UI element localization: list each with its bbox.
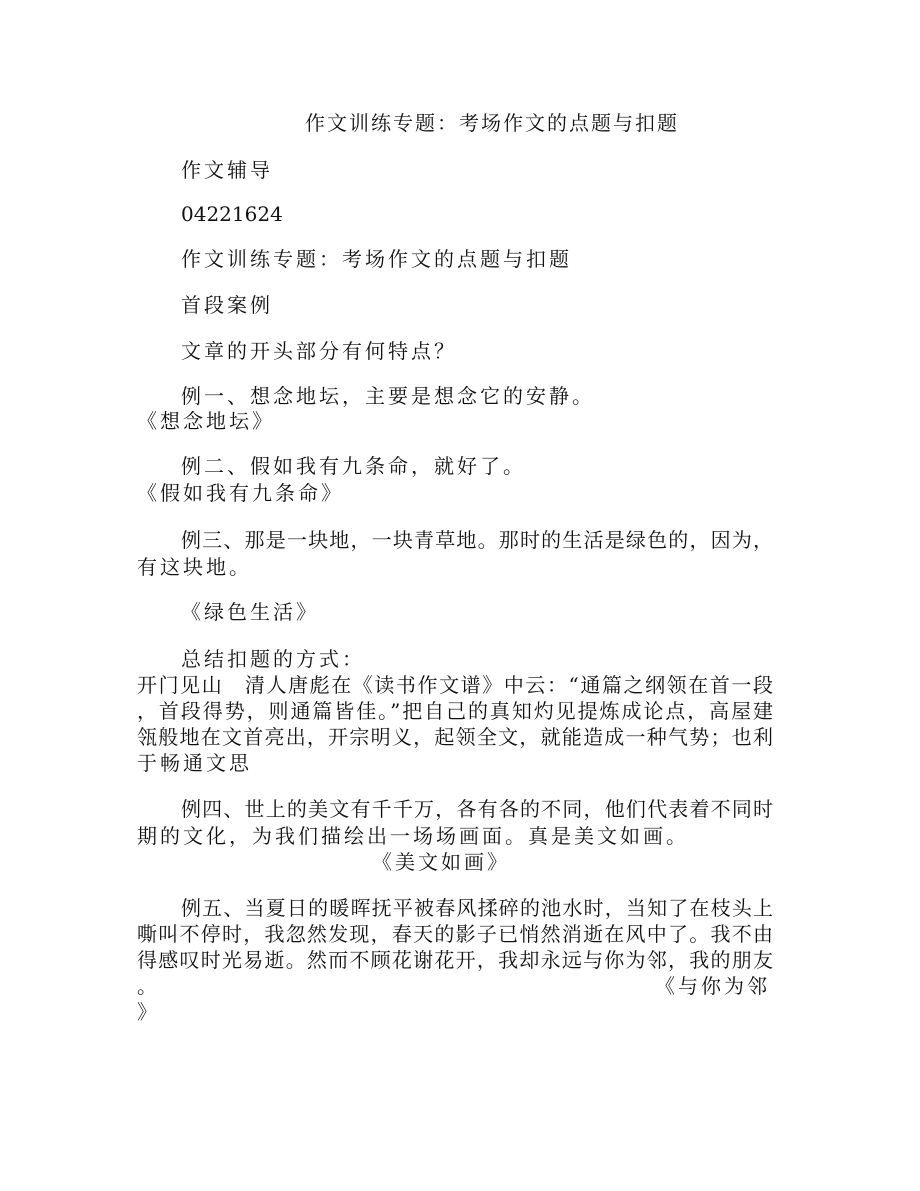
example-2: 例二、假如我有九条命，就好了。 (181, 454, 526, 478)
section-heading: 首段案例 (181, 293, 273, 317)
document-title: 作文训练专题：考场作文的点题与扣题 (305, 111, 679, 135)
summary-line: 于畅通文思 (137, 751, 252, 775)
summary-heading: 总结扣题的方式： (181, 647, 365, 671)
category-label: 作文辅导 (181, 158, 273, 182)
example-2-source: 《假如我有九条命》 (137, 481, 344, 505)
example-5-line: 例五、当夏日的暖晖抚平被春风揉碎的池水时，当知了在枝头上 (181, 896, 773, 920)
question: 文章的开头部分有何特点？ (181, 339, 457, 363)
summary-line: 瓴般地在文首亮出，开宗明义，起领全文，就能造成一种气势；也利 (137, 725, 773, 749)
example-3-source: 《绿色生活》 (181, 600, 319, 624)
example-5-source: 《与你为邻 (655, 974, 770, 998)
example-4-source: 《美文如画》 (372, 850, 510, 874)
summary-line: 开门见山 清人唐彪在《读书作文谱》中云：“通篇之纲领在首一段 (137, 673, 773, 697)
example-4-line: 期的文化，为我们描绘出一场场画面。真是美文如画。 (137, 824, 689, 848)
example-1-source: 《想念地坛》 (137, 409, 275, 433)
summary-line: ，首段得势，则通篇皆佳。”把自己的真知灼见提炼成论点，高屋建 (137, 699, 773, 723)
example-5-line: 得感叹时光易逝。然而不顾花谢花开，我却永远与你为邻，我的朋友 (137, 948, 773, 972)
example-3-line: 有这块地。 (137, 555, 252, 579)
subtitle: 作文训练专题：考场作文的点题与扣题 (181, 247, 572, 271)
example-3-line: 例三、那是一块地，一块青草地。那时的生活是绿色的，因为， (181, 528, 773, 552)
example-4-line: 例四、世上的美文有千千万，各有各的不同，他们代表着不同时 (181, 797, 773, 821)
example-1: 例一、想念地坛，主要是想念它的安静。 (181, 384, 595, 408)
example-5-source-close: 》 (137, 1000, 160, 1024)
example-5-line: 嘶叫不停时，我忽然发现，春天的影子已悄然消逝在风中了。我不由 (137, 922, 773, 946)
example-5-period: 。 (137, 974, 160, 998)
document-code: 04221624 (181, 202, 283, 226)
